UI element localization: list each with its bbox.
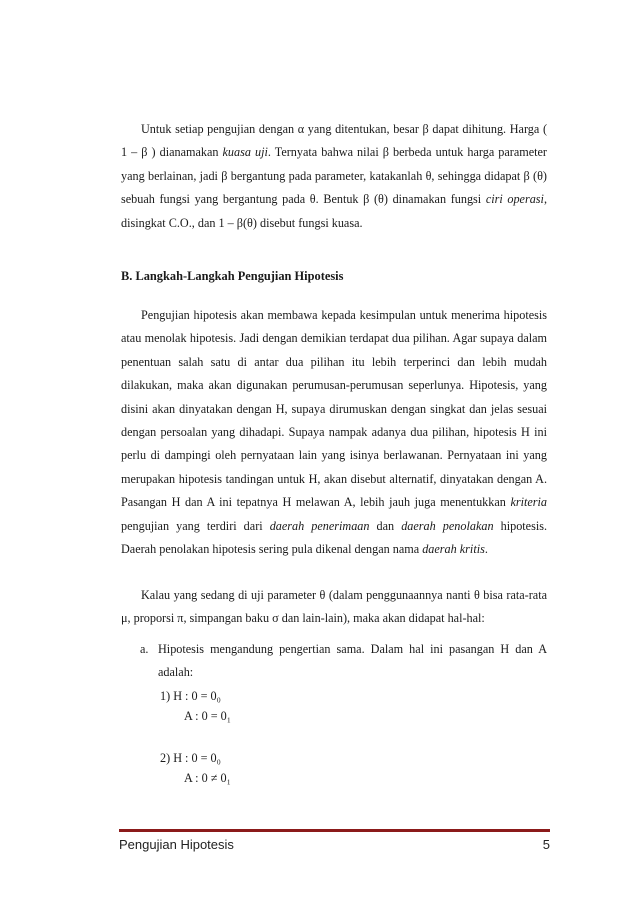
hypothesis-2-a: A : 0 ≠ 0₁ bbox=[184, 771, 231, 785]
list-item-a bbox=[140, 638, 547, 685]
section-heading: B. Langkah-Langkah Pengujian Hipotesis bbox=[121, 269, 344, 283]
hypothesis-2-h bbox=[160, 748, 221, 768]
paragraph-langkah-pengujian: Pengujian hipotesis akan membawa kepada kesimpulan untuk menerima hipotesis atau menolak hipotesis. Jadi dengan demikian terdapat dua pilihan. Agar supaya dalam penentuan salah satu di antar dua pilihan itu lebih terperinci dan lebih mudah dilakukan, maka akan digunakan perumusan-perumusan seperlunya. Hipotesis, yang disini akan dinyatakan dengan H, supaya dirumuskan dengan singkat dan jelas sesuai dengan persoalan yang dihadapi. Supaya nampak adanya dua pilihan, hipotesis H ini perlu di dampingi oleh pernyataan lain yang isinya berlawanan. Pernyataan ini yang merupakan hipotesis tandingan untuk H, akan disebut alternatif, dinyatakan dengan A. Pasangan H dan A ini tepatnya H melawan A, lebih jauh juga menentukkan kriteria pengujian yang terdiri dari daerah penerimaan dan daerah penolakan hipotesis. Daerah penolakan hipotesis sering pula dikenal dengan nama daerah kritis. bbox=[121, 308, 547, 557]
hypothesis-number: 2) bbox=[160, 751, 171, 765]
footer-title: Pengujian Hipotesis bbox=[119, 837, 234, 852]
footer-rule bbox=[119, 829, 550, 832]
page-number: 5 bbox=[542, 837, 550, 852]
hypothesis-number: 1) bbox=[160, 689, 171, 703]
hypothesis-h: H : 0 = 0₀ bbox=[173, 689, 221, 703]
hypothesis-1-h bbox=[160, 686, 221, 706]
paragraph-kuasa-uji: Untuk setiap pengujian dengan α yang ditentukan, besar β dapat dihitung. Harga ( 1 – β ) dianamakan kuasa uji. Ternyata bahwa nilai β berbeda untuk harga parameter yang berlainan, jadi β bergantung pada parameter, katakanlah θ, sehingga didapat β (θ) sebuah fungsi yang bergantung pada θ. Bentuk β (θ) dinamakan fungsi ciri operasi, disingkat C.O., dan 1 – β(θ) disebut fungsi kuasa. bbox=[121, 122, 547, 230]
list-marker: a. bbox=[140, 642, 149, 656]
hypothesis-1-a: A : 0 = 0₁ bbox=[184, 709, 232, 723]
paragraph-parameter-uji: Kalau yang sedang di uji parameter θ (dalam penggunaannya nanti θ bisa rata-rata μ, proporsi π, simpangan baku σ dan lain-lain), maka akan didapat hal-hal: bbox=[121, 588, 547, 626]
list-item-text: Hipotesis mengandung pengertian sama. Dalam hal ini pasangan H dan A adalah: bbox=[158, 642, 547, 680]
hypothesis-h: H : 0 = 0₀ bbox=[173, 751, 221, 765]
